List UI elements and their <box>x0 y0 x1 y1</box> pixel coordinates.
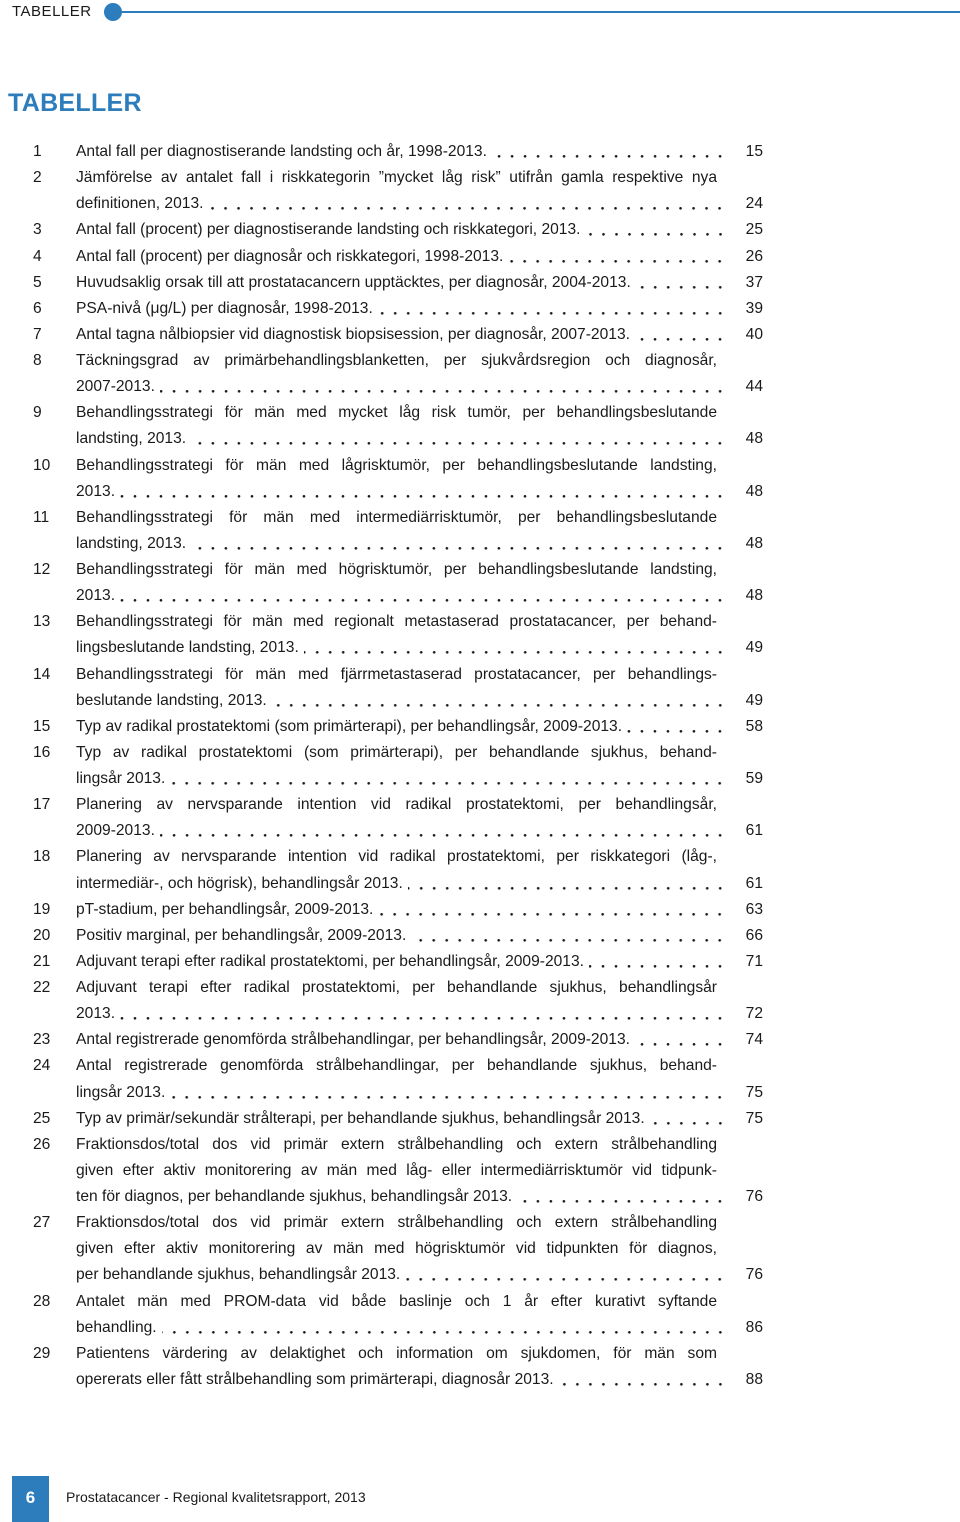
footer-report-title: Prostatacancer - Regional kvalitetsrapport, 2013 <box>66 1489 366 1505</box>
entry-number: 12 <box>33 561 51 578</box>
entry-page-number: 75 <box>745 1083 763 1101</box>
entry-title-line: PSA-nivå (μg/L) per diagnosår, 1998-2013. <box>76 299 373 317</box>
toc-entry[interactable] <box>33 975 763 1027</box>
entry-title-line: behandling. <box>76 1318 157 1336</box>
entry-number: 1 <box>33 143 42 160</box>
entry-last-line <box>76 1106 763 1132</box>
dot-leader <box>411 923 726 949</box>
entry-page-number: 44 <box>745 378 763 396</box>
toc-entry[interactable] <box>33 1053 763 1105</box>
page-number: 6 <box>25 1488 36 1507</box>
entry-body <box>76 557 763 609</box>
toc-entry[interactable] <box>33 949 763 975</box>
entry-page-number: 71 <box>745 952 763 970</box>
dot-leader <box>508 244 726 270</box>
entry-title-line: Behandlingsstrategi för män med mycket låg risk tumör, per behandlingsbeslutande <box>76 404 717 422</box>
entry-page-number: 88 <box>745 1370 763 1388</box>
entry-last-line <box>76 322 763 348</box>
dot-leader <box>636 270 727 296</box>
entry-last-line <box>76 426 763 452</box>
entry-last-line <box>76 949 763 975</box>
dot-leader <box>517 1184 726 1210</box>
toc-entry[interactable] <box>33 1132 763 1210</box>
entry-last-line <box>76 1001 763 1027</box>
entry-title-line: 2013. <box>76 587 116 605</box>
entry-number: 8 <box>33 352 42 369</box>
entry-page-number: 48 <box>745 587 763 605</box>
entry-page-number: 49 <box>745 691 763 709</box>
entry-body <box>76 949 763 975</box>
entry-title-line: pT-stadium, per behandlingsår, 2009-2013. <box>76 900 374 918</box>
toc-entry[interactable] <box>33 609 763 661</box>
entry-body <box>76 792 763 844</box>
entry-last-line <box>76 1262 763 1288</box>
entry-body <box>76 1053 763 1105</box>
entry-title-line: Behandlingsstrategi för män med regionalt metastaserad prostatacancer, per behand- <box>76 613 717 631</box>
entry-page-number: 76 <box>745 1188 763 1205</box>
entry-last-line <box>76 635 763 661</box>
entry-page-number: 48 <box>745 534 763 552</box>
entry-title-line: Typ av radikal prostatektomi (som primärterapi), per behandlande sjukhus, behand- <box>76 743 717 761</box>
entry-title-line: Antalet män med PROM-data vid både baslinje och 1 år efter kurativt syftande <box>76 1292 717 1310</box>
entry-title-line: intermediär-, och högrisk), behandlingsår 2013. <box>76 874 403 892</box>
toc-entry[interactable] <box>33 270 763 296</box>
entry-page-number: 74 <box>745 1031 763 1049</box>
entry-body <box>76 609 763 661</box>
page-number-box <box>12 1476 49 1522</box>
entry-body <box>76 296 763 322</box>
dot-leader <box>120 1001 726 1027</box>
entry-title-line: Behandlingsstrategi för män med högrisktumör, per behandlingsbeslutande landsting, <box>76 561 717 578</box>
entry-title-line: lingsår 2013. <box>76 1083 166 1101</box>
entry-title-line: Behandlingsstrategi för män med fjärrmetastaserad prostatacancer, per behandlings- <box>76 665 717 683</box>
entry-last-line <box>76 688 763 714</box>
entry-page-number: 58 <box>745 717 763 735</box>
entry-page-number: 59 <box>745 770 763 787</box>
toc-entry[interactable] <box>33 1341 763 1393</box>
running-header-section-label: TABELLER <box>12 3 92 20</box>
entry-last-line <box>76 818 763 844</box>
toc-entry[interactable] <box>33 897 763 923</box>
entry-page-number: 48 <box>745 430 763 448</box>
entry-last-line <box>76 766 763 792</box>
entry-number: 20 <box>33 926 51 944</box>
entry-page-number: 86 <box>745 1318 763 1336</box>
entry-page-number: 15 <box>745 143 763 160</box>
entry-page-number: 72 <box>745 1005 763 1023</box>
entry-title-line: Huvudsaklig orsak till att prostatacancern upptäcktes, per diagnosår, 2004-2013. <box>76 273 631 291</box>
entry-title-line: Fraktionsdos/total dos vid primär extern strålbehandling och extern strålbehandling <box>76 1214 717 1232</box>
entry-last-line <box>76 1315 763 1341</box>
entry-number: 4 <box>33 247 42 265</box>
toc-entry[interactable] <box>33 217 763 243</box>
entry-number: 19 <box>33 900 51 918</box>
toc-entry[interactable] <box>33 792 763 844</box>
entry-body <box>76 1132 763 1210</box>
toc-entry[interactable] <box>33 453 763 505</box>
entry-last-line <box>76 191 763 217</box>
entry-page-number: 61 <box>745 822 763 840</box>
entry-title-line: Antal registrerade genomförda strålbehandlingar, per behandlande sjukhus, behand- <box>76 1057 717 1075</box>
entry-number: 7 <box>33 325 42 343</box>
entry-title-line: given efter aktiv monitorering av män med låg- eller intermediärrisktumör vid tidpunk- <box>76 1161 717 1179</box>
entry-page-number: 76 <box>745 1266 763 1284</box>
dot-leader <box>120 479 726 505</box>
entry-body <box>76 844 763 896</box>
entry-title-line: Typ av primär/sekundär strålterapi, per behandlande sjukhus, behandlingsår 2013. <box>76 1109 645 1127</box>
entry-last-line <box>76 583 763 609</box>
dot-leader <box>635 1027 727 1053</box>
entry-body <box>76 217 763 243</box>
toc-entry[interactable] <box>33 923 763 949</box>
toc-entry[interactable] <box>33 662 763 714</box>
entry-last-line <box>76 217 763 243</box>
dot-leader <box>635 322 727 348</box>
entry-number: 6 <box>33 299 42 317</box>
entry-page-number: 24 <box>745 195 763 213</box>
entry-last-line <box>76 923 763 949</box>
entry-title-line: per behandlande sjukhus, behandlingsår 2013. <box>76 1266 401 1284</box>
entry-last-line <box>76 897 763 923</box>
entry-body <box>76 740 763 792</box>
entry-title-line: Positiv marginal, per behandlingsår, 2009-2013. <box>76 926 407 944</box>
entry-number: 18 <box>33 848 51 866</box>
entry-last-line <box>76 479 763 505</box>
entry-number: 16 <box>33 743 51 761</box>
dot-leader <box>378 296 727 322</box>
entry-title-line: Antal registrerade genomförda strålbehandlingar, per behandlingsår, 2009-2013. <box>76 1031 630 1049</box>
entry-number: 22 <box>33 979 51 996</box>
entry-page-number: 61 <box>745 874 763 892</box>
entry-number: 25 <box>33 1109 51 1127</box>
entry-last-line <box>76 1184 763 1210</box>
entry-title-line: 2013. <box>76 482 116 500</box>
entry-title-line: Antal fall (procent) per diagnosår och riskkategori, 1998-2013. <box>76 247 504 265</box>
entry-title-line: 2013. <box>76 1005 116 1023</box>
entry-title-line: Planering av nervsparande intention vid radikal prostatektomi, per riskkategori (låg-, <box>76 848 717 866</box>
entry-body <box>76 165 763 217</box>
entry-title-line: ten för diagnos, per behandlande sjukhus, behandlingsår 2013. <box>76 1188 513 1205</box>
entry-last-line <box>76 1367 763 1393</box>
entry-number: 11 <box>33 508 50 526</box>
entry-last-line <box>76 296 763 322</box>
entry-body <box>76 270 763 296</box>
dot-leader <box>586 217 727 243</box>
entry-page-number: 66 <box>745 926 763 944</box>
entry-title-line: 2009-2013. <box>76 822 155 840</box>
entry-body <box>76 897 763 923</box>
entry-title-line: Täckningsgrad av primärbehandlingsblanketten, per sjukvårdsregion och diagnosår, <box>76 352 717 369</box>
entry-body <box>76 662 763 714</box>
dot-leader <box>627 714 726 740</box>
entry-title-line: Antal fall (procent) per diagnostiserande landsting och riskkategori, 2013. <box>76 221 581 239</box>
dot-leader <box>272 688 727 714</box>
entry-last-line <box>76 531 763 557</box>
entry-number: 15 <box>33 717 51 735</box>
dot-leader <box>492 139 727 165</box>
dot-leader <box>120 583 726 609</box>
entry-title-line: Adjuvant terapi efter radikal prostatektomi, per behandlande sjukhus, behandlingsår <box>76 979 717 996</box>
entry-title-line: Typ av radikal prostatektomi (som primärterapi), per behandlingsår, 2009-2013. <box>76 717 623 735</box>
toc-entry[interactable] <box>33 296 763 322</box>
entry-body <box>76 1106 763 1132</box>
list-of-tables <box>33 139 763 1393</box>
entry-title-line: Patientens värdering av delaktighet och information om sjukdomen, för män som <box>76 1344 717 1362</box>
entry-number: 9 <box>33 404 42 422</box>
entry-title-line: definitionen, 2013. <box>76 195 204 213</box>
entry-body <box>76 1210 763 1288</box>
entry-number: 10 <box>33 456 51 474</box>
entry-title-line: Planering av nervsparande intention vid radikal prostatektomi, per behandlingsår, <box>76 796 717 814</box>
entry-title-line: Jämförelse av antalet fall i riskkategorin ”mycket låg risk” utifrån gamla respektive nya <box>76 169 717 187</box>
entry-body <box>76 400 763 452</box>
dot-leader <box>170 766 726 792</box>
header-bullet-dot <box>104 3 122 21</box>
entry-page-number: 37 <box>745 273 763 291</box>
entry-body <box>76 1027 763 1053</box>
entry-last-line <box>76 1027 763 1053</box>
entry-last-line <box>76 1080 763 1106</box>
toc-entry[interactable] <box>33 139 763 165</box>
entry-title-line: Behandlingsstrategi för män med intermediärrisktumör, per behandlingsbeslutande <box>76 508 717 526</box>
entry-title-line: Antal tagna nålbiopsier vid diagnostisk biopsisession, per diagnosår, 2007-2013. <box>76 325 630 343</box>
toc-entry[interactable] <box>33 714 763 740</box>
entry-number: 26 <box>33 1135 51 1153</box>
entry-body <box>76 1289 763 1341</box>
toc-entry[interactable] <box>33 322 763 348</box>
entry-body <box>76 322 763 348</box>
entry-body <box>76 244 763 270</box>
entry-page-number: 26 <box>745 247 763 265</box>
entry-last-line <box>76 244 763 270</box>
entry-title-line: Antal fall per diagnostiserande landsting och år, 1998-2013. <box>76 143 487 160</box>
entry-number: 14 <box>33 665 51 683</box>
toc-entry[interactable] <box>33 740 763 792</box>
entry-title-line: lingsbeslutande landsting, 2013. <box>76 639 299 657</box>
entry-title-line: beslutande landsting, 2013. <box>76 691 267 709</box>
entry-last-line <box>76 374 763 400</box>
entry-title-line: landsting, 2013. <box>76 534 187 552</box>
page-title: TABELLER <box>8 89 142 117</box>
dot-leader <box>191 531 726 557</box>
entry-last-line <box>76 871 763 897</box>
entry-body <box>76 348 763 400</box>
toc-entry[interactable] <box>33 1106 763 1132</box>
dot-leader <box>378 897 726 923</box>
dot-leader <box>650 1106 727 1132</box>
dot-leader <box>304 635 727 661</box>
entry-body <box>76 453 763 505</box>
toc-entry[interactable] <box>33 557 763 609</box>
toc-entry[interactable] <box>33 348 763 400</box>
dot-leader <box>162 1315 727 1341</box>
dot-leader <box>170 1080 726 1106</box>
entry-page-number: 48 <box>745 482 763 500</box>
dot-leader <box>589 949 727 975</box>
entry-number: 29 <box>33 1344 51 1362</box>
entry-number: 2 <box>33 169 42 187</box>
entry-last-line <box>76 270 763 296</box>
entry-number: 24 <box>33 1057 51 1075</box>
entry-number: 28 <box>33 1292 51 1310</box>
entry-number: 13 <box>33 613 51 631</box>
entry-last-line <box>76 714 763 740</box>
entry-body <box>76 139 763 165</box>
dot-leader <box>160 374 727 400</box>
toc-entry[interactable] <box>33 1210 763 1288</box>
entry-title-line: lingsår 2013. <box>76 770 166 787</box>
toc-entry[interactable] <box>33 244 763 270</box>
toc-entry[interactable] <box>33 400 763 452</box>
entry-number: 21 <box>33 952 51 970</box>
header-rule <box>104 11 960 13</box>
dot-leader <box>191 426 726 452</box>
toc-entry[interactable] <box>33 1289 763 1341</box>
entry-body <box>76 975 763 1027</box>
toc-entry[interactable] <box>33 844 763 896</box>
entry-body <box>76 505 763 557</box>
entry-page-number: 39 <box>745 299 763 317</box>
entry-page-number: 25 <box>745 221 763 239</box>
entry-number: 23 <box>33 1031 51 1049</box>
entry-body <box>76 923 763 949</box>
dot-leader <box>408 871 727 897</box>
entry-title-line: Behandlingsstrategi för män med lågrisktumör, per behandlingsbeslutande landsting, <box>76 456 717 474</box>
entry-title-line: landsting, 2013. <box>76 430 187 448</box>
dot-leader <box>405 1262 726 1288</box>
entry-title-line: Fraktionsdos/total dos vid primär extern strålbehandling och extern strålbehandling <box>76 1135 717 1153</box>
entry-body <box>76 1341 763 1393</box>
entry-page-number: 40 <box>745 325 763 343</box>
entry-body <box>76 714 763 740</box>
entry-page-number: 75 <box>745 1109 763 1127</box>
dot-leader <box>208 191 726 217</box>
entry-title-line: opererats eller fått strålbehandling som primärterapi, diagnosår 2013. <box>76 1370 554 1388</box>
entry-page-number: 63 <box>745 900 763 918</box>
entry-title-line: given efter aktiv monitorering av män med högrisktumör vid tidpunkten för diagnos, <box>76 1240 717 1258</box>
entry-page-number: 49 <box>745 639 763 657</box>
entry-last-line <box>76 139 763 165</box>
entry-number: 27 <box>33 1214 51 1232</box>
toc-entry[interactable] <box>33 1027 763 1053</box>
entry-number: 17 <box>33 796 51 814</box>
toc-entry[interactable] <box>33 505 763 557</box>
entry-number: 5 <box>33 273 42 291</box>
dot-leader <box>559 1367 727 1393</box>
dot-leader <box>160 818 727 844</box>
entry-title-line: Adjuvant terapi efter radikal prostatektomi, per behandlingsår, 2009-2013. <box>76 952 584 970</box>
entry-number: 3 <box>33 221 42 239</box>
entry-title-line: 2007-2013. <box>76 378 155 396</box>
toc-entry[interactable] <box>33 165 763 217</box>
